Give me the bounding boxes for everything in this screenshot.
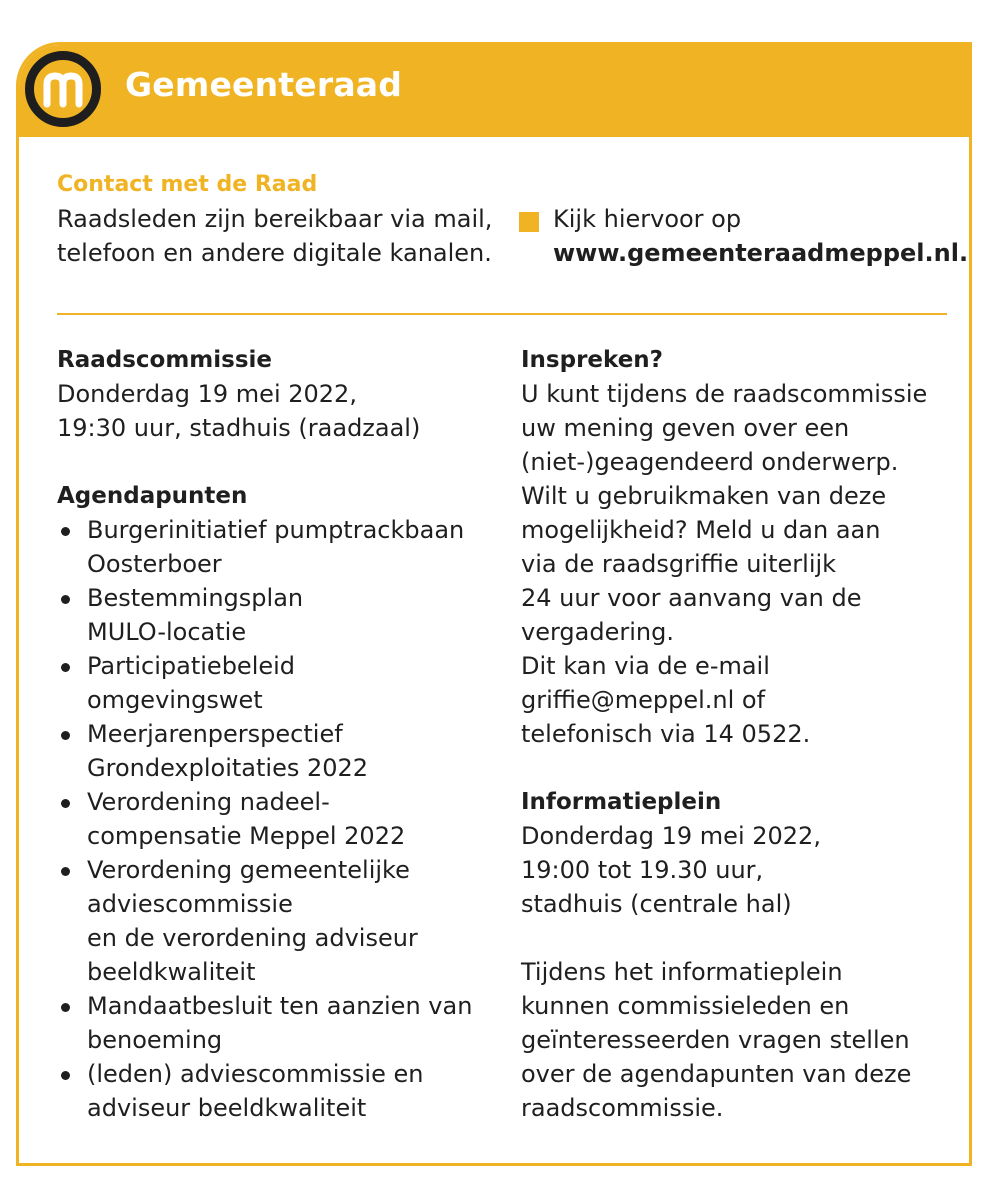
agenda-item-line: Participatiebeleid [87, 652, 296, 680]
agenda-item-line: Verordening gemeentelijke [87, 856, 410, 884]
right-column [521, 343, 961, 1159]
agenda-item [57, 989, 497, 1057]
inspreken-line: uw mening geven over een [521, 414, 850, 442]
agenda-item-line: adviseur beeldkwaliteit [87, 1094, 367, 1122]
informatieplein-line: Donderdag 19 mei 2022, [521, 822, 821, 850]
header-bar [19, 45, 969, 137]
page-title: Gemeenteraad [125, 65, 403, 104]
raadscommissie-section [57, 343, 497, 445]
paragraph-line: kunnen commissieleden en [521, 992, 850, 1020]
raadscommissie-line: 19:30 uur, stadhuis (raadzaal) [57, 414, 421, 442]
agenda-item-line: Grondexploitaties 2022 [87, 754, 369, 782]
raadscommissie-heading: Raadscommissie [57, 347, 273, 373]
inspreken-line: 24 uur voor aanvang van de [521, 584, 862, 612]
inspreken-line: vergadering. [521, 618, 674, 646]
paragraph-line: raadscommissie. [521, 1094, 724, 1122]
inspreken-line: via de raadsgriffie uiterlijk [521, 550, 837, 578]
agenda-item-line: Verordening nadeel- [87, 788, 330, 816]
agenda-section [57, 479, 497, 1125]
agenda-item-line: Bestemmingsplan [87, 584, 304, 612]
agenda-item-line: Meerjarenperspectief [87, 720, 343, 748]
paragraph-line: geïnteresseerden vragen stellen [521, 1026, 910, 1054]
contact-text [57, 202, 517, 270]
agenda-item-line: adviescommissie [87, 890, 293, 918]
agenda-heading: Agendapunten [57, 483, 248, 509]
website-intro: Kijk hiervoor op [553, 205, 742, 233]
informatieplein-paragraph [521, 955, 961, 1125]
inspreken-heading: Inspreken? [521, 347, 664, 373]
informatieplein-heading: Informatieplein [521, 789, 722, 815]
agenda-item-line: en de verordening adviseur [87, 924, 418, 952]
agenda-item [57, 513, 497, 581]
agenda-item-line: Burgerinitiatief pumptrackbaan [87, 516, 465, 544]
contact-line: telefoon en andere digitale kanalen. [57, 239, 492, 267]
raadscommissie-line: Donderdag 19 mei 2022, [57, 380, 357, 408]
agenda-item-line: compensatie Meppel 2022 [87, 822, 406, 850]
inspreken-section [521, 343, 961, 751]
website-link[interactable]: www.gemeenteraadmeppel.nl. [553, 239, 969, 267]
agenda-list [57, 513, 497, 1125]
paragraph-line: Tijdens het informatieplein [521, 958, 843, 986]
left-column [57, 343, 497, 1159]
agenda-item-line: Oosterboer [87, 550, 222, 578]
agenda-item-line: Mandaatbesluit ten aanzien van [87, 992, 473, 1020]
informatieplein-section [521, 785, 961, 921]
agenda-item-line: omgevingswet [87, 686, 263, 714]
contact-line: Raadsleden zijn bereikbaar via mail, [57, 205, 493, 233]
agenda-item [57, 1057, 497, 1125]
gemeenteraad-card [16, 42, 972, 1166]
inspreken-line: Dit kan via de e-mail [521, 652, 770, 680]
inspreken-line: Wilt u gebruikmaken van deze [521, 482, 887, 510]
inspreken-line: U kunt tijdens de raadscommissie [521, 380, 928, 408]
agenda-item-line: beeldkwaliteit [87, 958, 256, 986]
divider [57, 313, 947, 315]
informatieplein-line: stadhuis (centrale hal) [521, 890, 792, 918]
agenda-item [57, 581, 497, 649]
inspreken-line: mogelijkheid? Meld u dan aan [521, 516, 881, 544]
meppel-logo-icon [25, 51, 101, 127]
agenda-item [57, 717, 497, 785]
paragraph-line: over de agendapunten van deze [521, 1060, 912, 1088]
inspreken-line: (niet-)geagendeerd onderwerp. [521, 448, 899, 476]
informatieplein-line: 19:00 tot 19.30 uur, [521, 856, 764, 884]
square-bullet-icon [519, 212, 539, 232]
agenda-item-line: benoeming [87, 1026, 223, 1054]
agenda-item [57, 649, 497, 717]
agenda-item [57, 853, 497, 989]
agenda-item-line: (leden) adviescommissie en [87, 1060, 424, 1088]
agenda-item [57, 785, 497, 853]
inspreken-line: telefonisch via 14 0522. [521, 720, 811, 748]
agenda-item-line: MULO-locatie [87, 618, 247, 646]
inspreken-line: griffie@meppel.nl of [521, 686, 766, 714]
contact-heading: Contact met de Raad [57, 172, 318, 197]
